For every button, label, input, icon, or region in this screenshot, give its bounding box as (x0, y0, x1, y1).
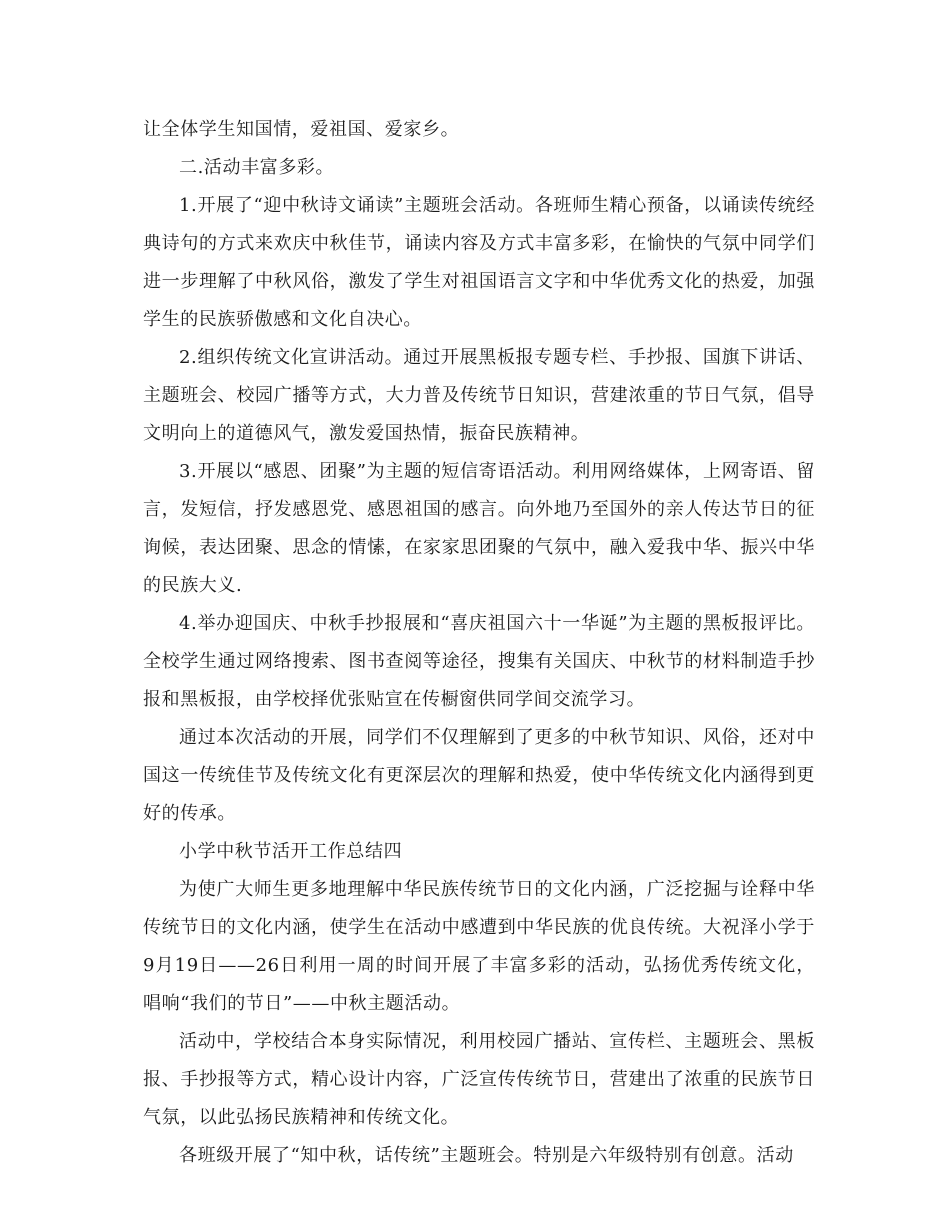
paragraph: 3.开展以“感恩、团聚”为主题的短信寄语活动。利用网络媒体，上网寄语、留言，发短信，抒发感恩党、感恩祖国的感言。向外地乃至国外的亲人传达节日的征询候，表达团聚、思念的情愫，在家家思团聚的气氛中，融入爱我中华、振兴中华的民族大义. (143, 461, 815, 596)
paragraph: 2.组织传统文化宣讲活动。通过开展黑板报专题专栏、手抄报、国旗下讲话、主题班会、校园广播等方式，大力普及传统节日知识，营建浓重的节日气氛，倡导文明向上的道德风气，激发爱国热情，振奋民族精神。 (143, 347, 815, 444)
paragraph: 各班级开展了“知中秋，话传统”主题班会。特别是六年级特别有创意。活动 (179, 1145, 794, 1166)
paragraph: 4.举办迎国庆、中秋手抄报展和“喜庆祖国六十一华诞”为主题的黑板报评比。全校学生通过网络搜索、图书查阅等途径，搜集有关国庆、中秋节的材料制造手抄报和黑板报，由学校择优张贴宣在传橱窗供同学间交流学习。 (143, 613, 815, 710)
document-body (143, 111, 815, 1175)
paragraph: 活动中，学校结合本身实际情况，利用校园广播站、宣传栏、主题班会、黑板报、手抄报等方式，精心设计内容，广泛宣传传统节日，营建出了浓重的民族节日气氛，以此弘扬民族精神和传统文化。 (143, 1031, 815, 1128)
paragraph: 1.开展了“迎中秋诗文诵读”主题班会活动。各班师生精心预备，以诵读传统经典诗句的方式来欢庆中秋佳节，诵读内容及方式丰富多彩，在愉快的气氛中同学们进一步理解了中秋风俗，激发了学生对祖国语言文字和中华优秀文化的热爱，加强学生的民族骄傲感和文化自决心。 (143, 195, 815, 330)
paragraph: 通过本次活动的开展，同学们不仅理解到了更多的中秋节知识、风俗，还对中国这一传统佳节及传统文化有更深层次的理解和热爱，使中华传统文化内涵得到更好的传承。 (143, 727, 815, 824)
section-heading: 二.活动丰富多彩。 (179, 157, 335, 178)
paragraph: 让全体学生知国情，爱祖国、爱家乡。 (143, 119, 460, 140)
section-title: 小学中秋节活开工作总结四 (179, 841, 403, 862)
paragraph: 为使广大师生更多地理解中华民族传统节日的文化内涵，广泛挖掘与诠释中华传统节日的文化内涵，使学生在活动中感遭到中华民族的优良传统。大祝泽小学于9月19日——26日利用一周的时间开展了丰富多彩的活动，弘扬优秀传统文化，唱响“我们的节日”——中秋主题活动。 (143, 879, 815, 1014)
